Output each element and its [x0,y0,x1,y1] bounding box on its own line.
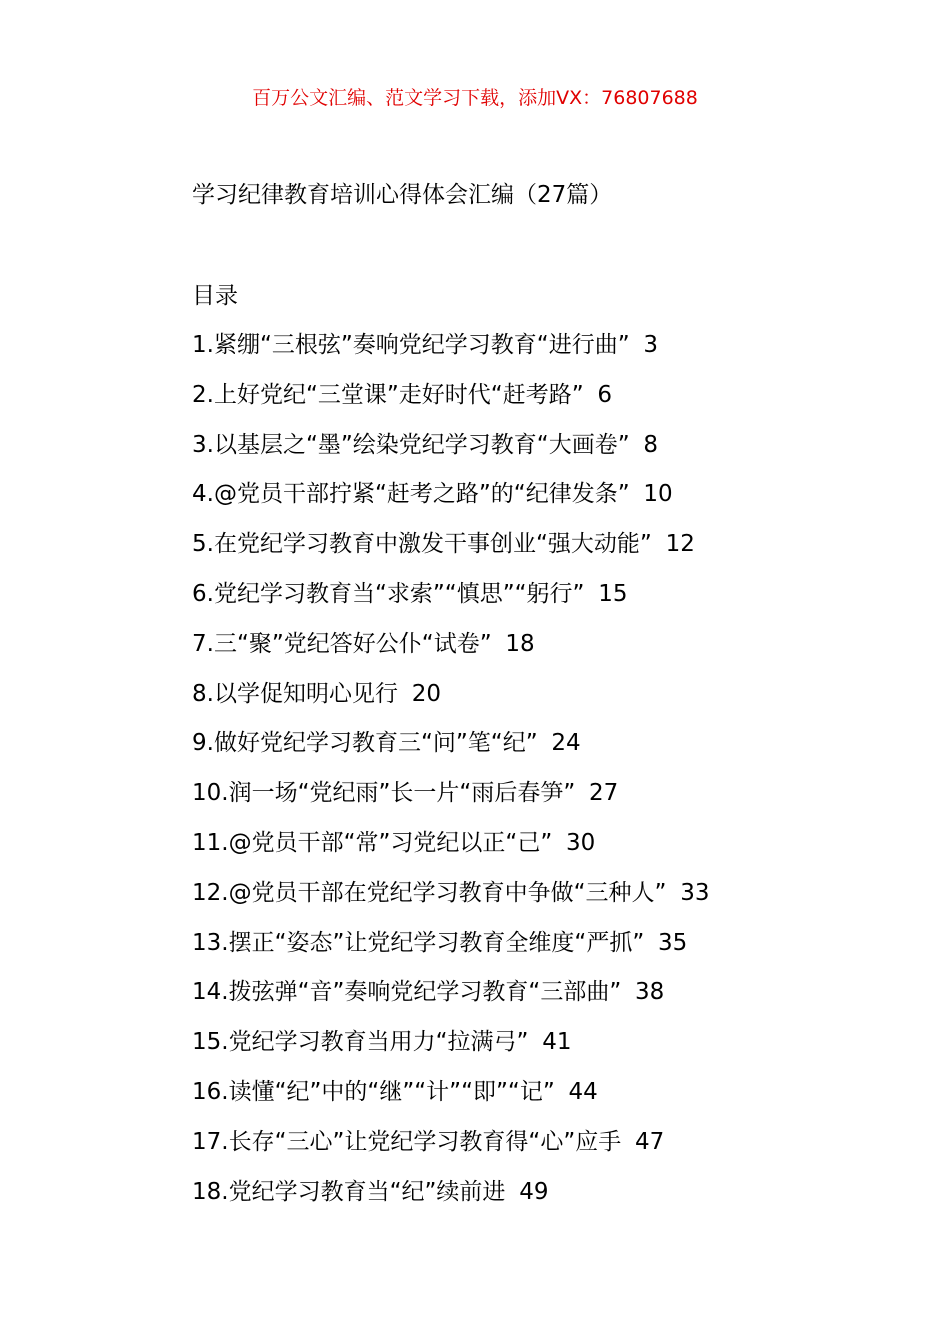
table-of-contents [192,328,892,1224]
toc-entry-page: 49 [519,1178,549,1205]
toc-entry-page: 35 [658,929,688,956]
toc-entry-page: 47 [635,1128,665,1155]
toc-entry-page: 44 [568,1078,598,1105]
toc-entry-title: 7.三“聚”党纪答好公仆“试卷” [192,630,492,657]
toc-entry [192,477,892,527]
toc-entry [192,726,892,776]
toc-entry [192,627,892,677]
toc-entry [192,1075,892,1125]
toc-entry-title: 11.@党员干部“常”习党纪以正“己” [192,829,553,856]
toc-entry-page: 38 [635,979,665,1006]
toc-entry-title: 4.@党员干部拧紧“赶考之路”的“纪律发条” [192,481,630,508]
toc-entry [192,876,892,926]
toc-entry-title: 16.读懂“纪”中的“继”“计”“即”“记” [192,1078,555,1105]
toc-entry-title: 10.润一场“党纪雨”长一片“雨后春笋” [192,780,576,807]
toc-entry-page: 6 [597,381,613,408]
toc-entry-page: 8 [643,431,659,458]
toc-entry-title: 14.拨弦弹“音”奏响党纪学习教育“三部曲” [192,979,622,1006]
toc-entry [192,776,892,826]
header-download-note: 百万公文汇编、范文学习下载，添加VX：76807688 [252,87,698,109]
toc-entry [192,428,892,478]
toc-entry-title: 3.以基层之“墨”绘染党纪学习教育“大画卷” [192,431,630,458]
toc-entry [192,378,892,428]
toc-entry-page: 27 [589,780,619,807]
toc-heading: 目录 [192,283,238,309]
toc-entry [192,826,892,876]
toc-entry [192,975,892,1025]
toc-entry-page: 20 [411,680,442,707]
toc-entry-title: 6.党纪学习教育当“求索”“慎思”“躬行” [192,580,585,607]
toc-entry-title: 8.以学促知明心见行 [192,680,398,707]
toc-entry-title: 17.长存“三心”让党纪学习教育得“心”应手 [192,1128,622,1155]
toc-entry-title: 2.上好党纪“三堂课”走好时代“赶考路” [192,381,584,408]
toc-entry-title: 9.做好党纪学习教育三“问”笔“纪” [192,730,538,757]
toc-entry [192,328,892,378]
toc-entry-page: 33 [680,879,710,906]
toc-entry-page: 3 [643,332,659,358]
toc-entry [192,1125,892,1175]
toc-entry-page: 10 [643,481,673,508]
toc-entry-page: 15 [598,580,628,607]
document-title: 学习纪律教育培训心得体会汇编（27篇） [192,182,613,208]
toc-entry [192,1175,892,1225]
toc-entry [192,677,892,727]
toc-entry-title: 1.紧绷“三根弦”奏响党纪学习教育“进行曲” [192,332,630,358]
toc-entry-page: 24 [551,730,581,757]
toc-entry [192,577,892,627]
toc-entry [192,527,892,577]
toc-entry-page: 12 [665,531,695,558]
toc-entry-title: 18.党纪学习教育当“纪”续前进 [192,1178,506,1205]
toc-entry-title: 13.摆正“姿态”让党纪学习教育全维度“严抓” [192,929,645,956]
toc-entry-page: 41 [542,1029,572,1056]
toc-entry-title: 15.党纪学习教育当用力“拉满弓” [192,1029,529,1056]
toc-entry-page: 30 [566,829,596,856]
toc-entry [192,1025,892,1075]
toc-entry [192,926,892,976]
toc-entry-page: 18 [505,630,535,657]
toc-entry-title: 5.在党纪学习教育中激发干事创业“强大动能” [192,531,652,558]
toc-entry-title: 12.@党员干部在党纪学习教育中争做“三种人” [192,879,667,906]
